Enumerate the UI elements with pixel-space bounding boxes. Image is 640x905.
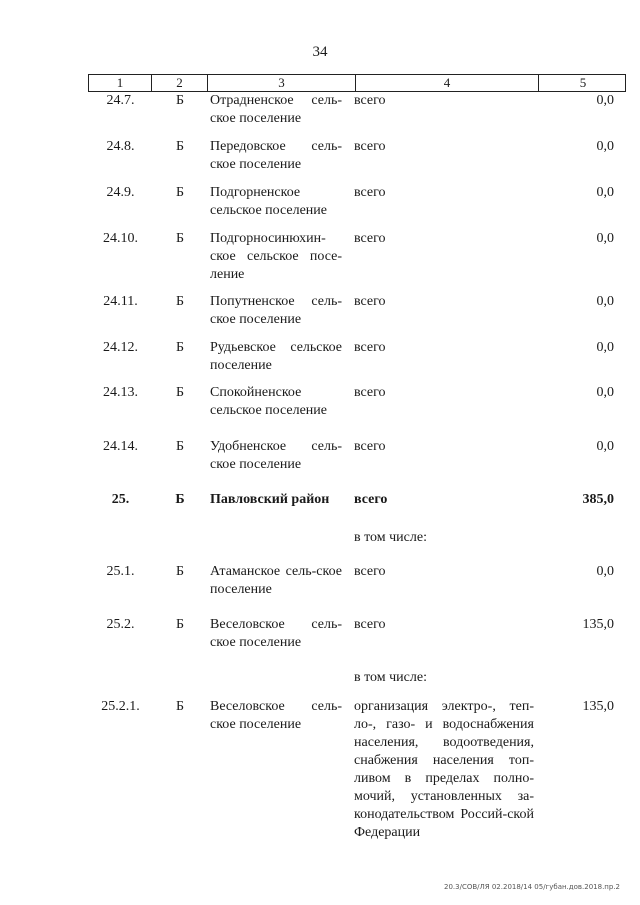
row-description: всего	[354, 231, 386, 246]
header-col-1: 1	[89, 75, 152, 91]
header-col-2: 2	[152, 75, 208, 91]
row-value: 135,0	[582, 617, 614, 632]
row-value: 0,0	[596, 185, 614, 200]
row-category: Б	[175, 231, 185, 246]
row-description: всего	[354, 185, 386, 200]
row-description: всего	[354, 385, 386, 400]
row-description: организация электро-, теп-ло-, газо- и водоснабжения населения, водоотведения, снабжения населения топ-ливом в пределах полно-мочий, установленных за-конодательством Россий-ской Федерации	[354, 699, 534, 840]
row-category: Б	[175, 564, 185, 579]
table-header	[88, 74, 626, 92]
row-name: Атаманское сель-ское поселение	[210, 564, 342, 597]
row-name: Спокойненское сельское поселение	[210, 385, 327, 418]
footer-stamp: 20.3/СОВ/ЛЯ 02.2018/14 05/губан.дов.2018.пр.2	[444, 883, 620, 891]
page-number: 34	[312, 44, 328, 60]
row-name: Подгорненское сельское поселение	[210, 185, 327, 218]
row-name: Веселовское сель-ское поселение	[210, 699, 342, 732]
row-value: 0,0	[596, 385, 614, 400]
row-description: всего	[354, 492, 388, 507]
row-number: 24.9.	[106, 185, 135, 200]
row-description: всего	[354, 93, 386, 108]
row-description: в том числе:	[354, 530, 427, 545]
row-number: 25.2.1.	[101, 699, 140, 714]
row-number: 25.2.	[106, 617, 135, 632]
row-number: 24.13.	[103, 385, 138, 400]
row-description: всего	[354, 439, 386, 454]
row-value: 385,0	[582, 492, 614, 507]
row-name: Подгорносинюхин-ское сельское посе-ление	[210, 231, 342, 282]
row-number: 24.14.	[103, 439, 138, 454]
row-number: 25.1.	[106, 564, 135, 579]
row-name: Павловский район	[210, 492, 330, 507]
row-number: 24.8.	[106, 139, 135, 154]
row-name: Веселовское сель-ское поселение	[210, 617, 342, 650]
row-value: 0,0	[596, 439, 614, 454]
row-value: 0,0	[596, 564, 614, 579]
row-name: Удобненское сель-ское поселение	[210, 439, 342, 472]
row-category: Б	[175, 139, 185, 154]
row-value: 0,0	[596, 93, 614, 108]
row-number: 24.10.	[103, 231, 138, 246]
row-description: всего	[354, 294, 386, 309]
row-number: 25.	[111, 492, 130, 507]
row-category: Б	[175, 617, 185, 632]
row-category: Б	[175, 340, 185, 355]
row-category: Б	[175, 385, 185, 400]
row-description: всего	[354, 617, 386, 632]
row-name: Отрадненское сель-ское поселение	[210, 93, 342, 126]
row-category: Б	[175, 699, 185, 714]
row-value: 0,0	[596, 139, 614, 154]
header-col-3: 3	[208, 75, 356, 91]
row-name: Рудьевское сельское поселение	[210, 340, 342, 373]
row-category: Б	[175, 439, 185, 454]
row-category: Б	[175, 185, 185, 200]
row-category: Б	[175, 93, 185, 108]
row-number: 24.11.	[103, 294, 138, 309]
row-description: в том числе:	[354, 670, 427, 685]
row-value: 0,0	[596, 294, 614, 309]
header-col-4: 4	[356, 75, 539, 91]
row-number: 24.12.	[103, 340, 138, 355]
row-name: Передовское сель-ское поселение	[210, 139, 342, 172]
row-name: Попутненское сель-ское поселение	[210, 294, 342, 327]
row-value: 0,0	[596, 340, 614, 355]
row-number: 24.7.	[106, 93, 135, 108]
row-value: 0,0	[596, 231, 614, 246]
row-value: 135,0	[582, 699, 614, 714]
header-col-5: 5	[579, 75, 587, 90]
row-category: Б	[175, 492, 185, 507]
row-description: всего	[354, 564, 386, 579]
row-description: всего	[354, 340, 386, 355]
row-description: всего	[354, 139, 386, 154]
row-category: Б	[175, 294, 185, 309]
